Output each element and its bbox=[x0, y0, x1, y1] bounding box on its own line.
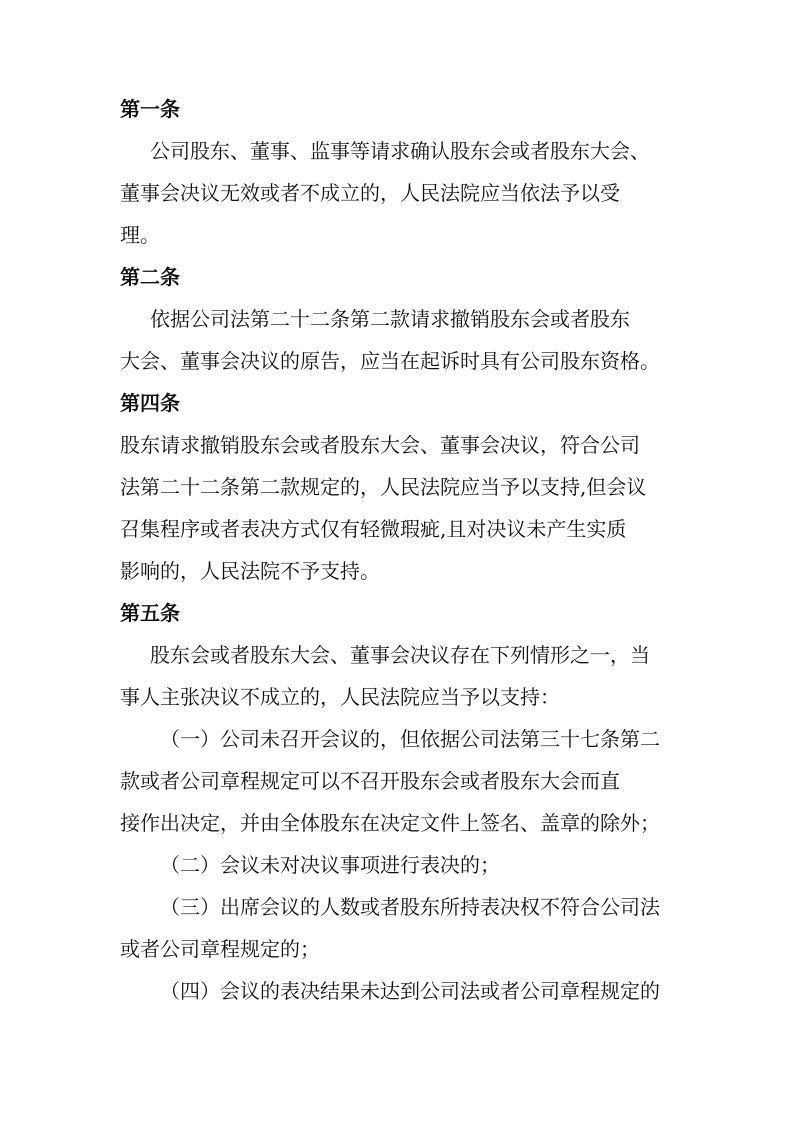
list-item bbox=[120, 844, 690, 886]
article-text-line: 股东会或者股东大会、董事会决议存在下列情形之一，当 bbox=[150, 643, 650, 667]
article-1 bbox=[120, 88, 690, 256]
article-heading: 第四条 bbox=[120, 391, 180, 415]
list-item-line: （二）会议未对决议事项进行表决的； bbox=[160, 853, 500, 877]
list-item-line: 或者公司章程规定的； bbox=[120, 937, 320, 961]
list-item bbox=[120, 970, 690, 1012]
article-text-line: 依据公司法第二十二条第二款请求撤销股东会或者股东 bbox=[150, 307, 630, 331]
article-text-line: 公司股东、董事、监事等请求确认股东会或者股东大会、 bbox=[150, 139, 650, 163]
article-text-line: 股东请求撤销股东会或者股东大会、董事会决议，符合公司 bbox=[120, 433, 640, 457]
list-item-line: 款或者公司章程规定可以不召开股东会或者股东大会而直 bbox=[120, 769, 620, 793]
article-text-line: 法第二十二条第二款规定的，人民法院应当予以支持,但会议 bbox=[120, 475, 647, 499]
article-heading: 第二条 bbox=[120, 265, 180, 289]
article-4 bbox=[120, 382, 690, 592]
article-text-line: 理。 bbox=[120, 223, 160, 247]
list-item-line: 接作出决定，并由全体股东在决定文件上签名、盖章的除外； bbox=[120, 811, 660, 835]
list-item-line: （四）会议的表决结果未达到公司法或者公司章程规定的 bbox=[160, 979, 660, 1003]
list-item bbox=[120, 718, 690, 844]
list-item bbox=[120, 886, 690, 970]
list-item-line: （一）公司未召开会议的，但依据公司法第三十七条第二 bbox=[160, 727, 660, 751]
article-2 bbox=[120, 256, 690, 382]
article-text-line: 大会、董事会决议的原告，应当在起诉时具有公司股东资格。 bbox=[120, 349, 660, 373]
article-heading: 第五条 bbox=[120, 601, 180, 625]
article-text-line: 事人主张决议不成立的，人民法院应当予以支持： bbox=[120, 685, 560, 709]
article-heading: 第一条 bbox=[120, 97, 180, 121]
article-text-line: 影响的，人民法院不予支持。 bbox=[120, 559, 380, 583]
article-5 bbox=[120, 592, 690, 1012]
article-text-line: 召集程序或者表决方式仅有轻微瑕疵,且对决议未产生实质 bbox=[120, 517, 627, 541]
document-page bbox=[120, 88, 690, 1012]
list-item-line: （三）出席会议的人数或者股东所持表决权不符合公司法 bbox=[160, 895, 660, 919]
article-text-line: 董事会决议无效或者不成立的，人民法院应当依法予以受 bbox=[120, 181, 620, 205]
